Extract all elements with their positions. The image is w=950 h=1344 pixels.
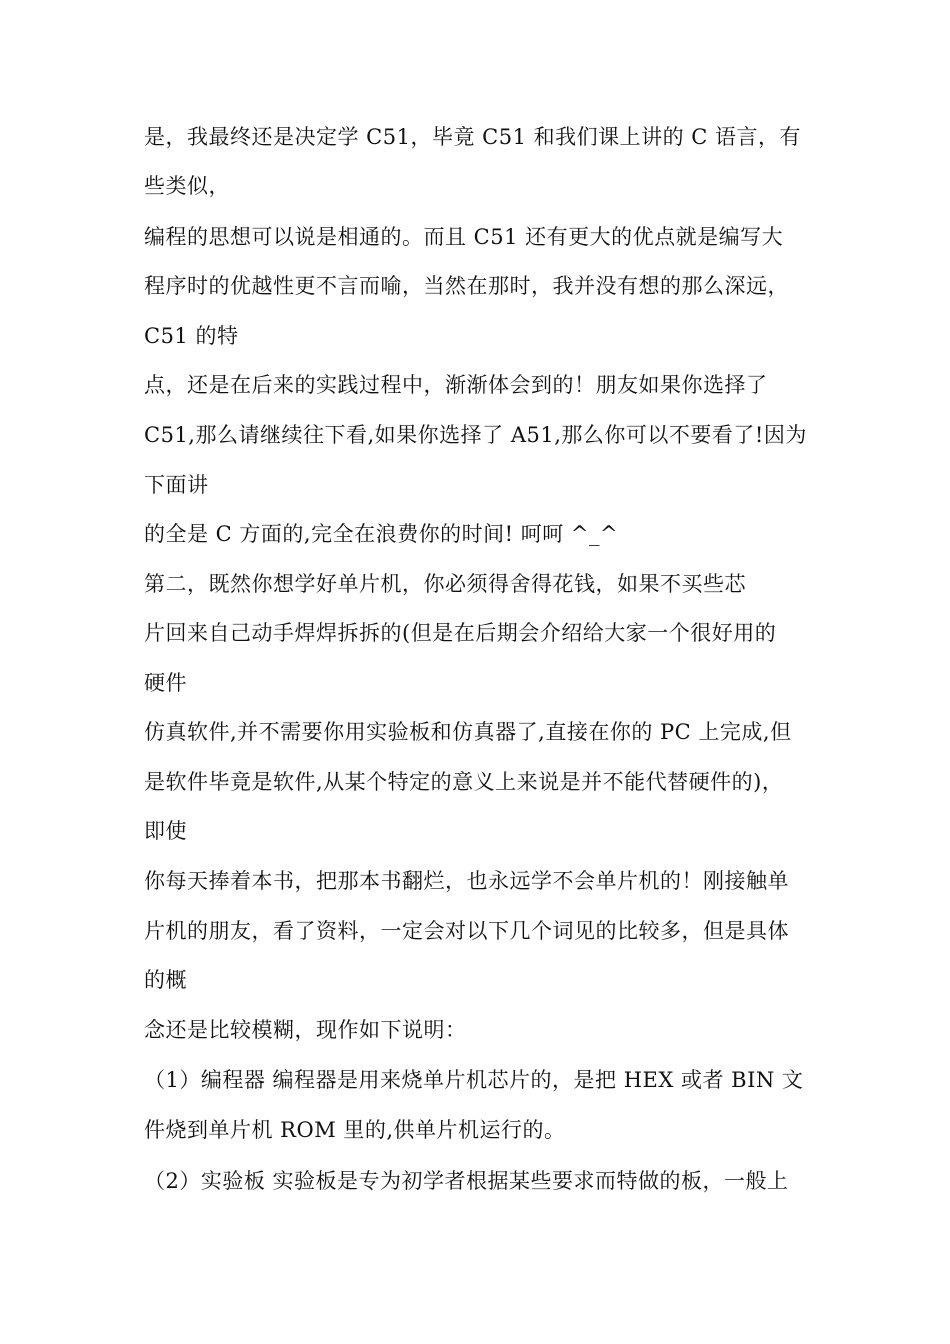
text-line: 下面讲 — [144, 473, 209, 497]
text-line: C51 的特 — [144, 324, 239, 348]
text-line: （2）实验板 实验板是专为初学者根据某些要求而特做的板，一般上 — [144, 1169, 789, 1193]
text-line: 念还是比较模糊，现作如下说明： — [144, 1018, 467, 1042]
text-line: 即使 — [144, 819, 187, 843]
text-line: 是，我最终还是决定学 C51，毕竟 C51 和我们课上讲的 C 语言，有 — [144, 125, 802, 149]
text-line: 你每天捧着本书，把那本书翻烂，也永远学不会单片机的！刚接触单 — [144, 869, 789, 893]
text-line: 的概 — [144, 968, 187, 992]
text-line: 硬件 — [144, 671, 187, 695]
text-line: 些类似， — [144, 174, 230, 198]
text-line: 编程的思想可以说是相通的。而且 C51 还有更大的优点就是编写大 — [144, 225, 784, 249]
text-line: 是软件毕竟是软件,从某个特定的意义上来说是并不能代替硬件的)， — [144, 770, 784, 794]
text-line: 第二，既然你想学好单片机，你必须得舍得花钱，如果不买些芯 — [144, 572, 746, 596]
text-line: 程序时的优越性更不言而喻，当然在那时，我并没有想的那么深远， — [144, 274, 789, 298]
text-line: 仿真软件,并不需要你用实验板和仿真器了,直接在你的 PC 上完成,但 — [144, 720, 792, 744]
text-line: 片机的朋友，看了资料，一定会对以下几个词见的比较多，但是具体 — [144, 919, 789, 943]
text-line: C51,那么请继续往下看,如果你选择了 A51,那么你可以不要看了!因为 — [144, 423, 807, 447]
text-line: 件烧到单片机 ROM 里的,供单片机运行的。 — [144, 1118, 566, 1142]
text-line: 片回来自己动手焊焊拆拆的(但是在后期会介绍给大家一个很好用的 — [144, 621, 777, 645]
text-line: 的全是 C 方面的,完全在浪费你的时间! 呵呵 ^_^ — [144, 522, 619, 546]
text-line: 点，还是在后来的实践过程中，渐渐体会到的！朋友如果你选择了 — [144, 373, 768, 397]
text-line: （1）编程器 编程器是用来烧单片机芯片的，是把 HEX 或者 BIN 文 — [144, 1068, 804, 1092]
